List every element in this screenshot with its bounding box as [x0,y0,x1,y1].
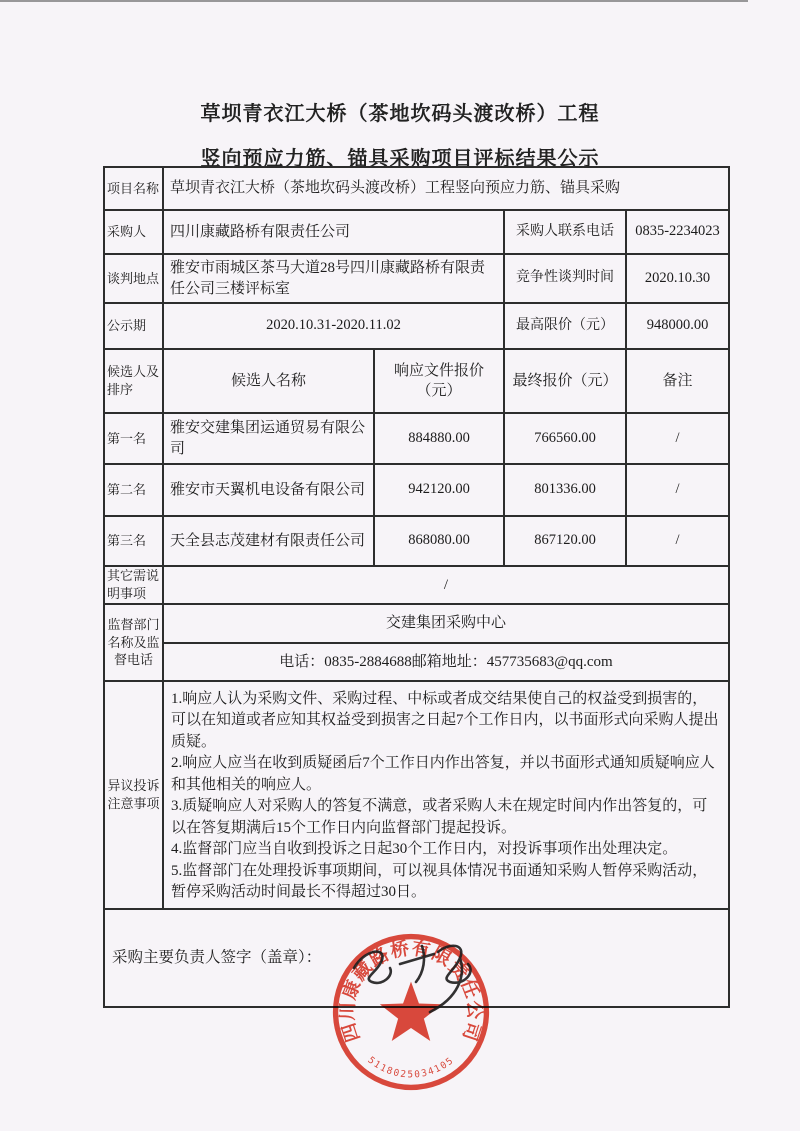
candidates-header-final-price: 最终报价（元） [505,350,627,414]
candidate-row-doc-price: 868080.00 [375,517,505,567]
candidate-row-remark: / [627,517,730,567]
candidate-row-doc-price: 884880.00 [375,414,505,465]
candidate-row-name: 天全县志茂建材有限责任公司 [164,517,375,567]
objection-item: 1.响应人认为采购文件、采购过程、中标或者成交结果使自己的权益受到损害的，可以在知道或者应知其权益受到损害之日起7个工作日内，以书面形式向采购人提出质疑。 [171,690,719,750]
other-notes-label: 其它需说明事项 [105,567,164,605]
document-title-line2: 竖向预应力筋、锚具采购项目评标结果公示 [200,148,600,170]
handwritten-signature [342,928,492,1023]
purchaser-value: 四川康藏路桥有限责任公司 [164,211,505,255]
purchaser-label: 采购人 [105,211,164,255]
venue-label: 谈判地点 [105,255,164,304]
document-title-line1: 草坝青衣江大桥（茶地坎码头渡改桥）工程 [200,103,600,125]
project-name-value: 草坝青衣江大桥（茶地坎码头渡改桥）工程竖向预应力筋、锚具采购 [164,168,730,211]
candidates-header-name: 候选人名称 [164,350,375,414]
seal-company-text: 四川康藏路桥有限责任公司 [337,938,485,1045]
candidate-row-rank: 第二名 [105,465,164,517]
supervision-dept: 交建集团采购中心 [164,605,730,644]
objection-item: 4.监督部门应当自收到投诉之日起30个工作日内，对投诉事项作出处理决定。 [171,841,678,857]
candidate-row-name: 雅安市天翼机电设备有限公司 [164,465,375,517]
scan-artifact-top-edge [0,0,748,2]
supervision-label: 监督部门名称及监督电话 [105,605,164,682]
objection-item: 5.监督部门在处理投诉事项期间，可以视具体情况书面通知采购人暂停采购活动，暂停采购活动时间最长不得超过30日。 [171,862,708,900]
objection-item: 2.响应人应当在收到质疑函后7个工作日内作出答复，并以书面形式通知质疑响应人和其他相关的响应人。 [171,755,715,793]
publicity-period-value: 2020.10.31-2020.11.02 [164,304,505,350]
negotiation-time-label: 竞争性谈判时间 [505,255,627,304]
candidate-row-rank: 第一名 [105,414,164,465]
publicity-period-label: 公示期 [105,304,164,350]
candidates-header-doc-price: 响应文件报价（元） [375,350,505,414]
candidate-row-rank: 第三名 [105,517,164,567]
candidate-row-name: 雅安交建集团运通贸易有限公司 [164,414,375,465]
objection-body [164,682,730,910]
supervision-contact: 电话：0835-2884688邮箱地址：457735683@qq.com [164,644,730,682]
candidate-row-final-price: 766560.00 [505,414,627,465]
objection-label: 异议投诉注意事项 [105,682,164,910]
project-name-label: 项目名称 [105,168,164,211]
negotiation-time-value: 2020.10.30 [627,255,730,304]
max-price-value: 948000.00 [627,304,730,350]
candidate-row-doc-price: 942120.00 [375,465,505,517]
other-notes-value: / [164,567,730,605]
candidate-row-final-price: 801336.00 [505,465,627,517]
seal-number-text: 5118025034105 [365,1054,457,1081]
candidates-header-rank: 候选人及排序 [105,350,164,414]
purchaser-phone-label: 采购人联系电话 [505,211,627,255]
signature-label: 采购主要负责人签字（盖章）： [112,948,322,966]
candidate-row-final-price: 867120.00 [505,517,627,567]
max-price-label: 最高限价（元） [505,304,627,350]
candidate-row-remark: / [627,414,730,465]
candidates-header-remark: 备注 [627,350,730,414]
bid-results-table [103,166,730,1008]
objection-item: 3.质疑响应人对采购人的答复不满意，或者采购人未在规定时间内作出答复的，可以在答复期满后15个工作日内向监督部门提起投诉。 [171,798,708,836]
seal-number-arc [365,1055,456,1081]
venue-value: 雅安市雨城区茶马大道28号四川康藏路桥有限责任公司三楼评标室 [164,255,505,304]
purchaser-phone-value: 0835-2234023 [627,211,730,255]
candidate-row-remark: / [627,465,730,517]
